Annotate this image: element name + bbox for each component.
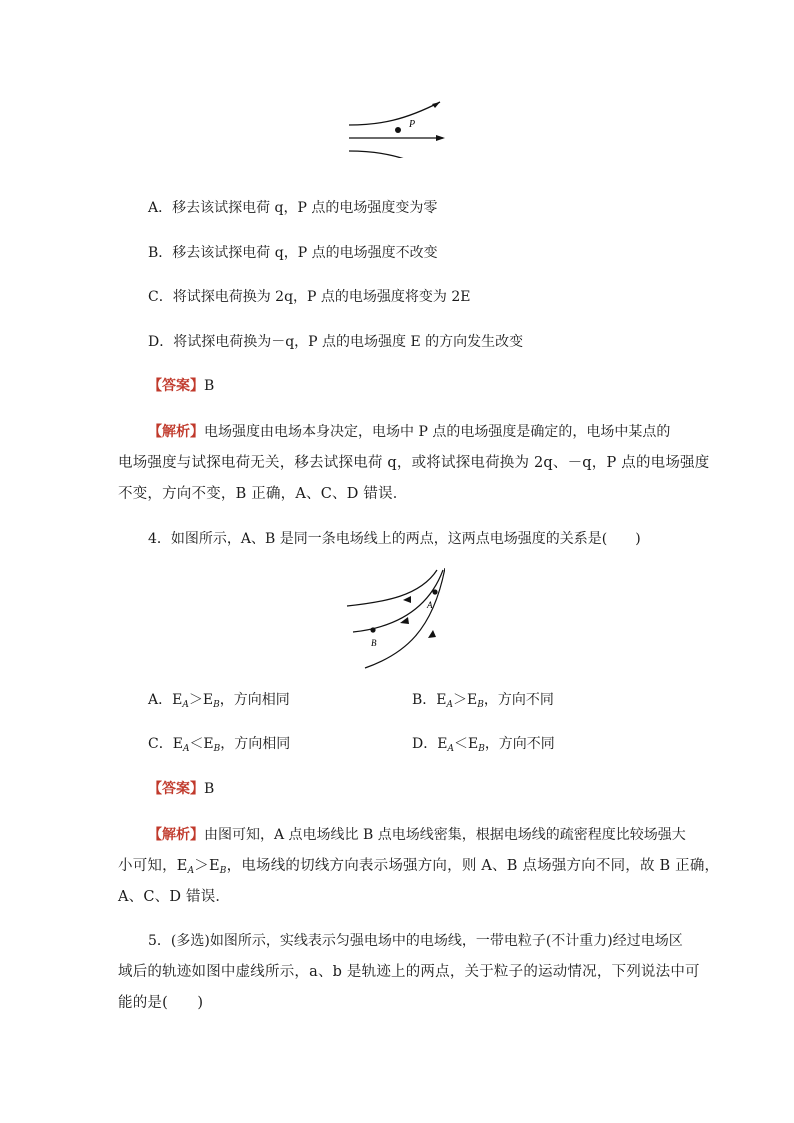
q4-b-rel: ＞E bbox=[453, 692, 478, 708]
analysis-text: 电场强度由电场本身决定，电场中 P 点的电场强度是确定的，电场中某点的 bbox=[204, 424, 671, 440]
field-line-top bbox=[349, 102, 440, 125]
q4-c-prefix: C．E bbox=[148, 736, 183, 752]
answer-tag-q4: 【答案】 bbox=[148, 781, 204, 797]
figure-curved-field-lines bbox=[345, 568, 445, 673]
figure-field-lines-p bbox=[345, 98, 455, 158]
point-p-label: P bbox=[409, 119, 416, 130]
field-line-bottom bbox=[349, 151, 440, 158]
q4-option-d bbox=[412, 734, 555, 759]
point-b-label: B bbox=[371, 638, 377, 648]
curved-line-1 bbox=[347, 570, 437, 606]
arrowhead-middle bbox=[436, 135, 445, 141]
analysis-q4-line3: A、C、D 错误． bbox=[118, 889, 231, 905]
q4-b-sub-a: A bbox=[446, 700, 454, 710]
point-a-dot bbox=[432, 589, 437, 594]
analysis-tag-q4: 【解析】 bbox=[148, 827, 204, 843]
analysis-tag: 【解析】 bbox=[148, 424, 204, 440]
analysis-q3-line2: 电场强度与试探电荷无关，移去试探电荷 q，或将试探电荷换为 2q、－q，P 点的电场强度 bbox=[118, 455, 710, 471]
answer-value: B bbox=[204, 378, 215, 394]
arrow-curve-3 bbox=[428, 630, 436, 638]
question-5-line3: 能的是( ) bbox=[118, 995, 204, 1011]
q4-b-suffix: ，方向不同 bbox=[483, 692, 554, 708]
analysis-q4-text1: 由图可知，A 点电场线比 B 点电场线密集，根据电场线的疏密程度比较场强大 bbox=[204, 827, 686, 843]
q4-option-a bbox=[148, 690, 290, 715]
analysis-q4-l2-sub-a: A bbox=[187, 866, 195, 876]
option-c: C．将试探电荷换为 2q，P 点的电场强度将变为 2E bbox=[148, 289, 471, 305]
answer-q3 bbox=[148, 376, 214, 396]
option-d: D．将试探电荷换为－q，P 点的电场强度 E 的方向发生改变 bbox=[148, 334, 524, 350]
q4-option-c bbox=[148, 734, 290, 759]
q4-a-sub-b: B bbox=[213, 700, 220, 710]
analysis-q3-line1 bbox=[148, 422, 670, 442]
point-a-label: A bbox=[427, 600, 433, 610]
answer-value-q4: B bbox=[204, 781, 215, 797]
analysis-q4-l2-sub-b: B bbox=[219, 866, 227, 876]
analysis-q4-line2 bbox=[118, 856, 719, 881]
q4-a-rel: ＞E bbox=[188, 692, 214, 708]
question-5-line1: 5．(多选)如图所示，实线表示匀强电场中的电场线，一带电粒子(不计重力)经过电场区 bbox=[148, 933, 683, 949]
q4-d-rel: ＜E bbox=[453, 736, 479, 752]
q4-c-rel: ＜E bbox=[189, 736, 214, 752]
q4-d-prefix: D．E bbox=[412, 736, 448, 752]
arrowhead-top bbox=[432, 102, 440, 108]
curved-line-3 bbox=[365, 568, 445, 668]
q4-d-suffix: ，方向不同 bbox=[484, 736, 555, 752]
arrow-curve-1 bbox=[403, 596, 411, 603]
q4-option-b bbox=[412, 690, 554, 715]
q4-d-sub-b: B bbox=[478, 744, 485, 754]
point-p-dot bbox=[395, 127, 401, 133]
question-5-line2: 域后的轨迹如图中虚线所示，a、b 是轨迹上的两点，关于粒子的运动情况，下列说法中可 bbox=[118, 964, 700, 980]
answer-tag: 【答案】 bbox=[148, 378, 204, 394]
option-b: B．移去该试探电荷 q，P 点的电场强度不改变 bbox=[148, 245, 438, 261]
answer-q4 bbox=[148, 779, 214, 799]
q4-a-sub-a: A bbox=[182, 700, 189, 710]
analysis-q4-line1 bbox=[148, 825, 686, 845]
q4-a-suffix: ，方向相同 bbox=[219, 692, 290, 708]
q4-b-sub-b: B bbox=[477, 700, 484, 710]
analysis-q4-l2-rel: ＞E bbox=[194, 858, 220, 874]
analysis-q4-l2-post: ，电场线的切线方向表示场强方向，则 A、B 点场强方向不同，故 B 正确， bbox=[226, 858, 720, 874]
question-4-stem: 4．如图所示，A、B 是同一条电场线上的两点，这两点电场强度的关系是( ) bbox=[148, 531, 641, 547]
q4-c-sub-a: A bbox=[182, 744, 190, 754]
point-b-dot bbox=[370, 627, 375, 632]
analysis-q3-line3: 不变，方向不变，B 正确，A、C、D 错误． bbox=[118, 486, 408, 502]
q4-a-prefix: A．E bbox=[148, 692, 183, 708]
option-a: A．移去该试探电荷 q，P 点的电场强度变为零 bbox=[148, 200, 438, 216]
analysis-q4-l2-pre: 小可知，E bbox=[118, 858, 188, 874]
q4-d-sub-a: A bbox=[447, 744, 454, 754]
q4-b-prefix: B．E bbox=[412, 692, 447, 708]
q4-c-suffix: ，方向相同 bbox=[220, 736, 291, 752]
q4-c-sub-b: B bbox=[213, 744, 221, 754]
